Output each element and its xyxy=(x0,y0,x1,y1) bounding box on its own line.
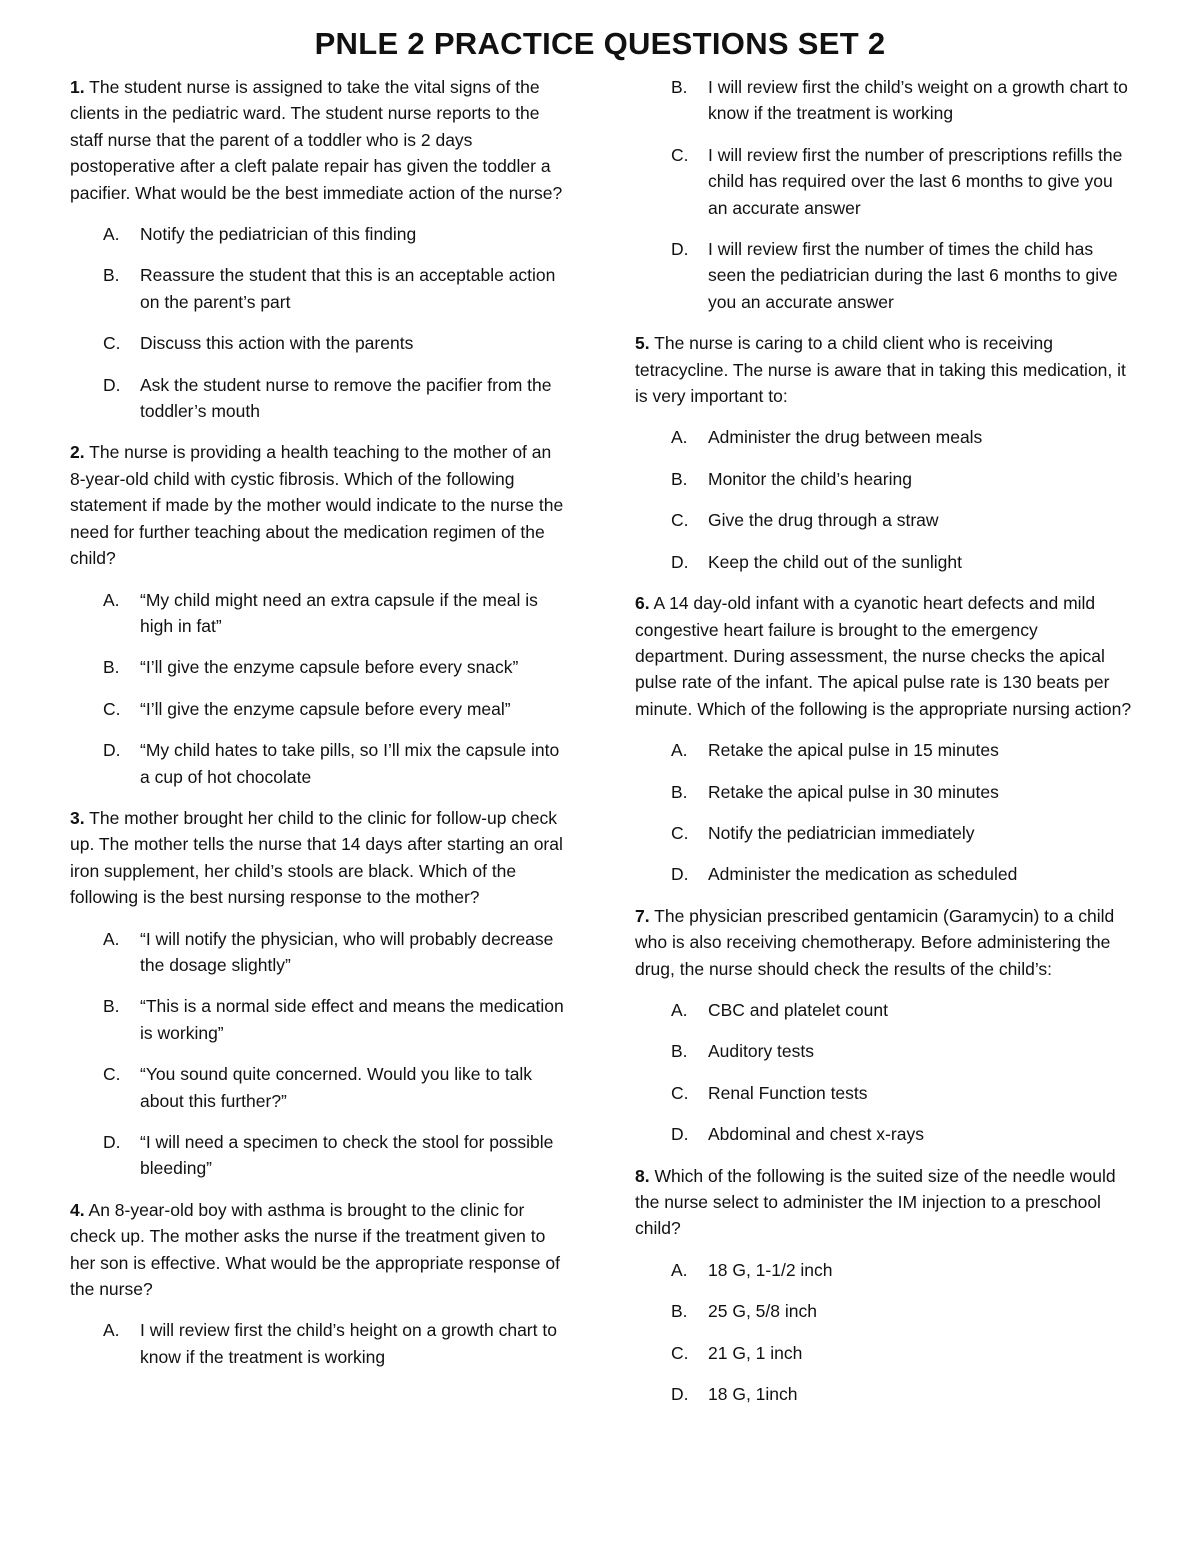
option-text: Renal Function tests xyxy=(708,1082,868,1103)
option-letter: D. xyxy=(671,1384,689,1405)
option-text: Monitor the child’s hearing xyxy=(708,468,912,489)
question-text: The nurse is caring to a child client who is receiving tetracycline. The nurse is aware that in taking this medication, it is very important to: xyxy=(635,333,1126,407)
answer-option xyxy=(635,1038,1135,1064)
option-text: Administer the medication as scheduled xyxy=(708,864,1018,885)
option-text: Reassure the student that this is an acceptable action on the parent’s part xyxy=(140,265,556,312)
answer-option xyxy=(70,330,570,356)
option-letter: B. xyxy=(671,468,688,489)
question-stem xyxy=(635,1163,1135,1242)
option-letter: D. xyxy=(103,740,121,761)
option-text: Give the drug through a straw xyxy=(708,510,939,531)
option-letter: B. xyxy=(103,996,120,1017)
question-text: An 8-year-old boy with asthma is brought to the clinic for check up. The mother asks the nurse if the treatment given to her son is effective. What would be the appropriate response of the nurse? xyxy=(70,1199,560,1300)
option-text: I will review first the child’s weight on a growth chart to know if the treatment is working xyxy=(708,77,1128,124)
option-letter: A. xyxy=(103,928,120,949)
page-title: PNLE 2 PRACTICE QUESTIONS SET 2 xyxy=(314,26,886,61)
option-letter: C. xyxy=(671,510,689,531)
answer-option xyxy=(635,549,1135,575)
option-letter: C. xyxy=(671,1082,689,1103)
answer-option xyxy=(70,1317,570,1370)
option-letter: C. xyxy=(671,144,689,165)
option-letter: C. xyxy=(671,822,689,843)
option-text: Ask the student nurse to remove the pacifier from the toddler’s mouth xyxy=(140,374,552,422)
answer-option xyxy=(635,424,1135,450)
option-letter: D. xyxy=(103,374,121,395)
question-number: 6. xyxy=(635,593,650,614)
question-5 xyxy=(635,330,1135,575)
question-3 xyxy=(70,805,570,1182)
answer-option xyxy=(635,820,1135,846)
option-text: 18 G, 1-1/2 inch xyxy=(708,1259,833,1280)
option-letter: C. xyxy=(671,1342,689,1363)
option-text: 21 G, 1 inch xyxy=(708,1342,803,1363)
option-letter: C. xyxy=(103,1064,121,1085)
question-number: 7. xyxy=(635,905,650,926)
option-letter: D. xyxy=(671,1124,689,1145)
answer-option xyxy=(70,587,570,640)
question-1 xyxy=(70,74,570,424)
answer-option xyxy=(635,861,1135,887)
option-text: I will review first the child’s height on a growth chart to know if the treatment is working xyxy=(140,1320,557,1367)
question-text: Which of the following is the suited size of the needle would the nurse select to administer the IM injection to a preschool child? xyxy=(635,1165,1116,1239)
question-number: 5. xyxy=(635,333,650,354)
option-text: I will review first the number of prescriptions refills the child has required over the last 6 months to give you an accurate answer xyxy=(708,144,1123,218)
answer-option xyxy=(635,507,1135,533)
question-8 xyxy=(635,1163,1135,1408)
option-text: Administer the drug between meals xyxy=(708,427,983,448)
answer-option xyxy=(635,779,1135,805)
answer-option xyxy=(635,1298,1135,1324)
option-text: “My child hates to take pills, so I’ll mix the capsule into a cup of hot chocolate xyxy=(140,740,560,787)
option-letter: C. xyxy=(103,698,121,719)
answer-option xyxy=(635,1080,1135,1106)
option-text: “I’ll give the enzyme capsule before every snack” xyxy=(140,657,519,678)
answer-option xyxy=(635,1121,1135,1147)
question-7 xyxy=(635,903,1135,1148)
question-stem xyxy=(70,74,570,206)
option-letter: A. xyxy=(103,1320,120,1341)
answer-option xyxy=(70,926,570,979)
question-stem xyxy=(70,439,570,571)
option-text: Discuss this action with the parents xyxy=(140,333,414,354)
option-text: Abdominal and chest x-rays xyxy=(708,1124,924,1145)
answer-option xyxy=(70,993,570,1046)
question-text: The physician prescribed gentamicin (Garamycin) to a child who is also receiving chemotherapy. Before administering the drug, the nurse should check the results of the child’s: xyxy=(635,905,1115,979)
question-number: 2. xyxy=(70,442,85,463)
option-text: Notify the pediatrician of this finding xyxy=(140,224,417,245)
question-number: 3. xyxy=(70,807,85,828)
answer-option xyxy=(635,74,1135,127)
answer-option xyxy=(635,737,1135,763)
option-text: “I will notify the physician, who will probably decrease the dosage slightly” xyxy=(140,928,554,975)
question-4 xyxy=(70,1197,570,1370)
answer-option xyxy=(635,1257,1135,1283)
option-letter: B. xyxy=(103,657,120,678)
option-letter: C. xyxy=(103,333,121,354)
option-letter: A. xyxy=(103,589,120,610)
option-letter: A. xyxy=(103,224,120,245)
option-text: Keep the child out of the sunlight xyxy=(708,551,962,572)
option-letter: D. xyxy=(671,864,689,885)
option-text: I will review first the number of times the child has seen the pediatrician during the last 6 months to give you an accurate answer xyxy=(708,239,1118,312)
option-text: “I’ll give the enzyme capsule before every meal” xyxy=(140,698,511,719)
answer-option xyxy=(70,221,570,247)
question-stem xyxy=(635,330,1135,409)
option-letter: B. xyxy=(671,781,688,802)
answer-option xyxy=(70,696,570,722)
answer-option xyxy=(635,1381,1135,1407)
answer-option xyxy=(635,997,1135,1023)
answer-option xyxy=(70,262,570,315)
option-letter: B. xyxy=(671,77,688,97)
answer-option xyxy=(635,466,1135,492)
question-number: 1. xyxy=(70,77,85,97)
option-text: “This is a normal side effect and means the medication is working” xyxy=(140,996,564,1043)
option-text: Notify the pediatrician immediately xyxy=(708,822,975,843)
option-letter: B. xyxy=(671,1301,688,1322)
answer-option xyxy=(635,142,1135,221)
question-text: A 14 day-old infant with a cyanotic heart defects and mild congestive heart failure is brought to the emergency department. During assessment, the nurse checks the apical pulse rate of the infant. The apical pulse rate is 130 beats per minute. Which of the following is the appropriate nursing action? xyxy=(635,593,1132,719)
option-text: “My child might need an extra capsule if the meal is high in fat” xyxy=(140,589,538,636)
answer-option xyxy=(70,1061,570,1114)
option-letter: A. xyxy=(671,427,688,448)
answer-option xyxy=(635,1340,1135,1366)
option-letter: D. xyxy=(103,1132,121,1152)
option-text: “You sound quite concerned. Would you like to talk about this further?” xyxy=(140,1064,533,1111)
question-4-continued xyxy=(635,74,1135,315)
question-text: The mother brought her child to the clinic for follow-up check up. The mother tells the nurse that 14 days after starting an oral iron supplement, her child’s stools are black. Which of the following is the best nursing response to the mother? xyxy=(70,807,563,908)
left-column xyxy=(70,74,570,1385)
option-text: CBC and platelet count xyxy=(708,999,888,1020)
question-6 xyxy=(635,590,1135,888)
question-2 xyxy=(70,439,570,789)
option-text: “I will need a specimen to check the stool for possible bleeding” xyxy=(140,1132,554,1179)
option-letter: B. xyxy=(103,265,120,286)
option-letter: D. xyxy=(671,239,689,260)
answer-option xyxy=(70,737,570,790)
question-stem xyxy=(70,1197,570,1303)
question-stem xyxy=(635,590,1135,722)
question-text: The nurse is providing a health teaching to the mother of an 8-year-old child with cystic fibrosis. Which of the following statement if made by the mother would indicate to the nurse the need for further teaching about the medication regimen of the child? xyxy=(70,442,564,569)
question-stem xyxy=(635,903,1135,982)
option-letter: B. xyxy=(671,1041,688,1062)
option-text: 25 G, 5/8 inch xyxy=(708,1301,817,1322)
option-text: Retake the apical pulse in 30 minutes xyxy=(708,781,999,802)
answer-option xyxy=(70,1129,570,1182)
option-letter: A. xyxy=(671,999,688,1020)
answer-option xyxy=(70,654,570,680)
option-text: 18 G, 1inch xyxy=(708,1384,798,1405)
option-text: Auditory tests xyxy=(708,1041,815,1062)
option-letter: A. xyxy=(671,740,688,761)
question-number: 8. xyxy=(635,1165,650,1186)
answer-option xyxy=(635,236,1135,315)
option-letter: D. xyxy=(671,551,689,572)
question-text: The student nurse is assigned to take the vital signs of the clients in the pediatric ward. The student nurse reports to the staff nurse that the parent of a toddler who is 2 days postoperative after a cleft palate repair has given the toddler a pacifier. What would be the best immediate action of the nurse? xyxy=(70,77,563,203)
option-letter: A. xyxy=(671,1259,688,1280)
question-number: 4. xyxy=(70,1199,85,1220)
question-stem xyxy=(70,805,570,911)
option-text: Retake the apical pulse in 15 minutes xyxy=(708,740,999,761)
right-column xyxy=(635,74,1135,1422)
answer-option xyxy=(70,372,570,425)
